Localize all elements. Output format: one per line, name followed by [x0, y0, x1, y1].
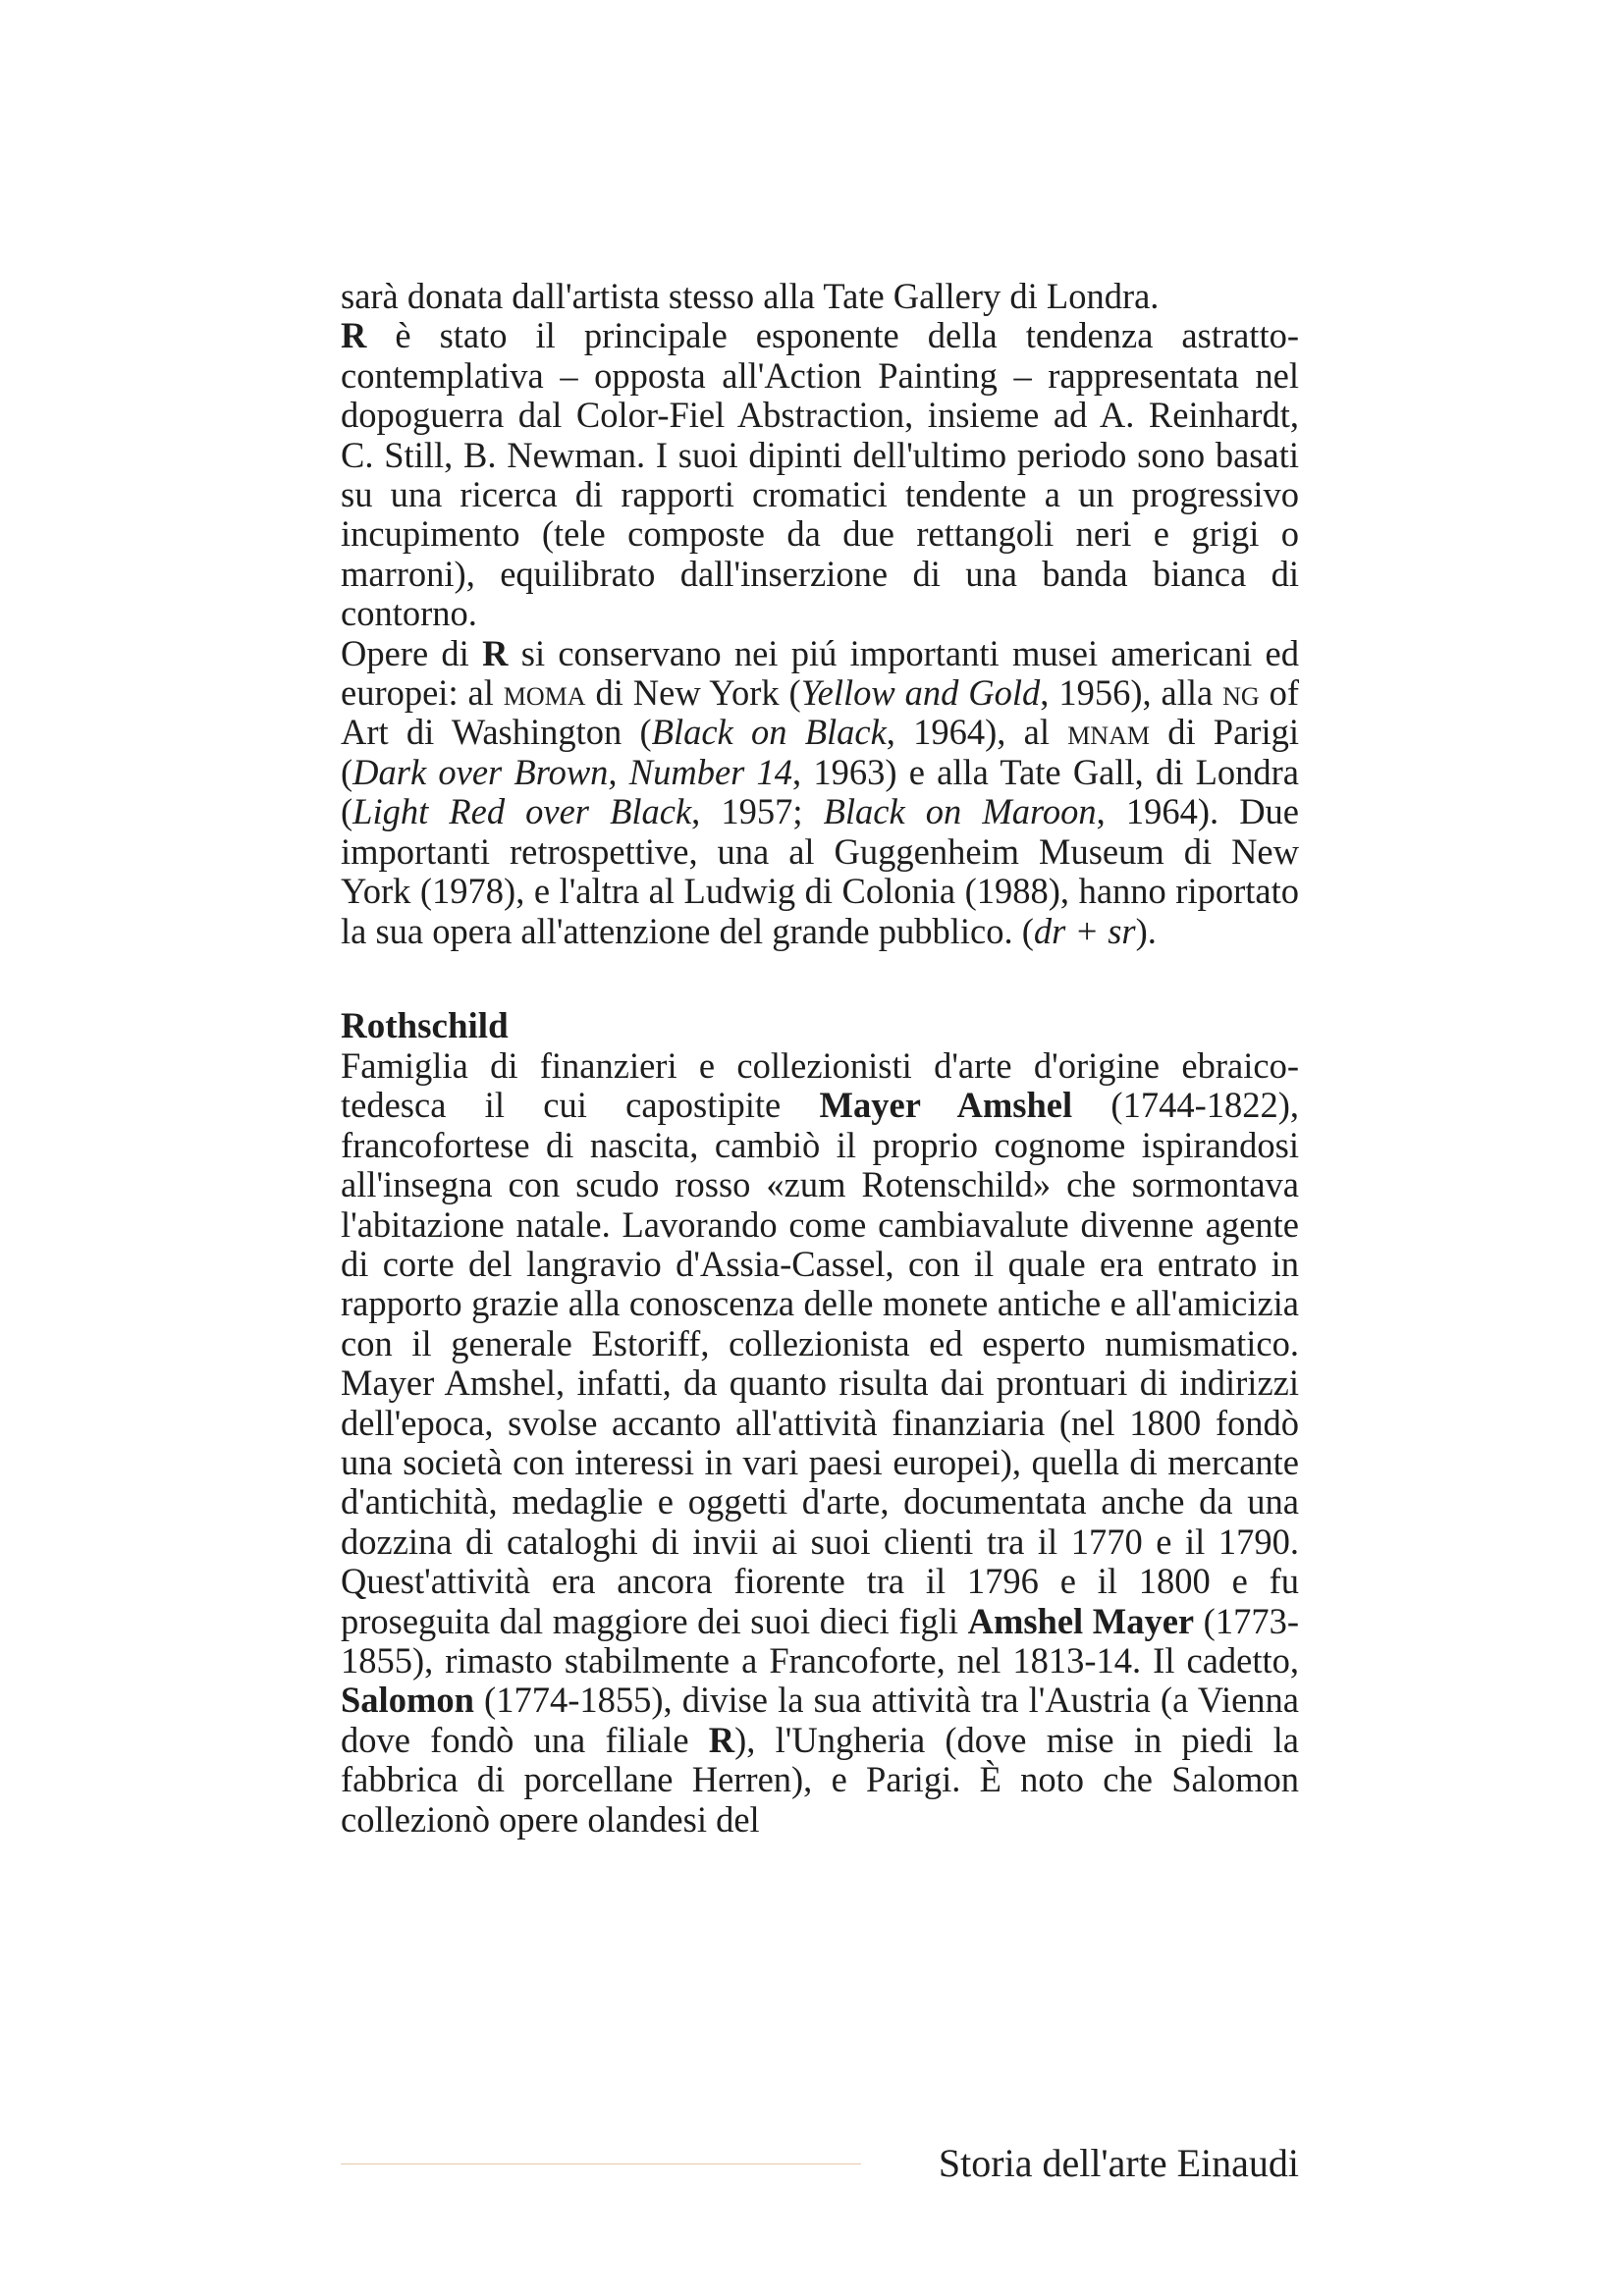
- footer-title: Storia dell'arte Einaudi: [938, 2141, 1299, 2185]
- text-run: , 1964). Due importanti retrospettive, una al Guggenheim Museum di New York (1978), e l'altra al Ludwig di Colonia (1988), hanno riportato la sua opera all'attenzione del grande pubblico. (: [341, 791, 1299, 951]
- work-title: Dark over Brown, Number 14: [352, 751, 793, 792]
- person-name: Salomon: [341, 1680, 474, 1721]
- text-run: , 1957;: [691, 791, 824, 832]
- text-run: , 1963) e alla Tate Gall, di Londra (: [341, 751, 1299, 832]
- footer-rule: [341, 2163, 861, 2164]
- text-run: Famiglia di finanzieri e collezionisti d'arte d'origine ebraico-tedesca il cui capostipite: [341, 1044, 1299, 1126]
- rothko-paragraph-3: [341, 634, 1299, 951]
- text-run: di Parigi (: [341, 712, 1299, 792]
- rothko-paragraph-2: [341, 316, 1299, 633]
- author-initials: dr + sr: [1033, 910, 1136, 951]
- rothko-p2-text: è stato il principale esponente della tendenza astratto-contemplativa – opposta all'Action Painting – rappresentata nel dopoguerra dal Color-Fiel Abstraction, insieme ad A. Reinhardt, C. Still, B. Newman. I suoi dipinti dell'ultimo periodo sono basati su una ricerca di rapporti cromatici tendente a un progressivo incupimento (tele composte da due rettangoli neri e grigi o marroni), equilibrato dall'inserzione di una banda bianca di contorno.: [341, 315, 1299, 634]
- work-title: Black on Black: [651, 712, 887, 753]
- person-name: Mayer Amshel: [819, 1085, 1073, 1126]
- person-name: Amshel Mayer: [967, 1600, 1195, 1641]
- museum-abbr-moma: moma: [503, 672, 586, 714]
- text-run: , 1964), al: [886, 712, 1068, 753]
- rothko-abbr: R: [341, 315, 367, 356]
- rothko-p1-text: sarà donata dall'artista stesso alla Tate Gallery di Londra.: [341, 276, 1160, 316]
- rothko-paragraph-1: [341, 277, 1299, 316]
- text-run: ).: [1135, 910, 1157, 951]
- text-column: [341, 277, 1299, 1840]
- text-run: Opere di: [341, 632, 483, 673]
- work-title: Yellow and Gold: [800, 672, 1041, 714]
- entry-heading-rothschild: Rothschild: [341, 1005, 509, 1046]
- text-run: (1774-1855), divise la sua attività tra l'Austria (a Vienna dove fondò una filiale: [341, 1680, 1299, 1760]
- work-title: Black on Maroon: [823, 791, 1097, 832]
- text-run: (1744-1822), francofortese di nascita, cambiò il proprio cognome ispirandosi all'insegna con scudo rosso «zum Rotenschild» che sormontava l'abitazione natale. Lavorando come cambiavalute divenne agente di corte del langravio d'Assia-Cassel, con il quale era entrato in rapporto grazie alla conoscenza delle monete antiche e all'amicizia con il generale Estoriff, collezionista ed esperto numismatico. Mayer Amshel, infatti, da quanto risulta dai prontuari di indirizzi dell'epoca, svolse accanto all'attività finanziaria (nel 1800 fondò una società con interessi in vari paesi europei), quella di mercante d'antichità, medaglie e oggetti d'arte, documentata anche da una dozzina di cataloghi di invii ai suoi clienti tra il 1770 e il 1790. Quest'attività era ancora fiorente tra il 1796 e il 1800 e fu proseguita dal maggiore dei suoi dieci figli: [341, 1085, 1300, 1641]
- rothschild-abbr: R: [708, 1719, 735, 1760]
- page-footer: [341, 2140, 1299, 2189]
- text-run: di New York (: [585, 672, 801, 714]
- museum-abbr-ng: ng: [1222, 672, 1260, 714]
- text-run: of Art di Washington (: [341, 672, 1300, 753]
- rothschild-paragraph: [341, 1046, 1299, 1840]
- text-run: (1773-1855), rimasto stabilmente a Francoforte, nel 1813-14. Il cadetto,: [341, 1600, 1299, 1681]
- text-run: ), l'Ungheria (dove mise in piedi la fabbrica di porcellane Herren), e Parigi. È noto che Salomon collezionò opere olandesi del: [341, 1719, 1299, 1840]
- museum-abbr-mnam: mnam: [1067, 712, 1150, 753]
- text-run: si conservano nei piú importanti musei americani ed europei: al: [341, 632, 1299, 714]
- work-title: Light Red over Black: [352, 791, 692, 832]
- rothko-abbr: R: [482, 632, 509, 673]
- text-run: , 1956), alla: [1040, 672, 1223, 714]
